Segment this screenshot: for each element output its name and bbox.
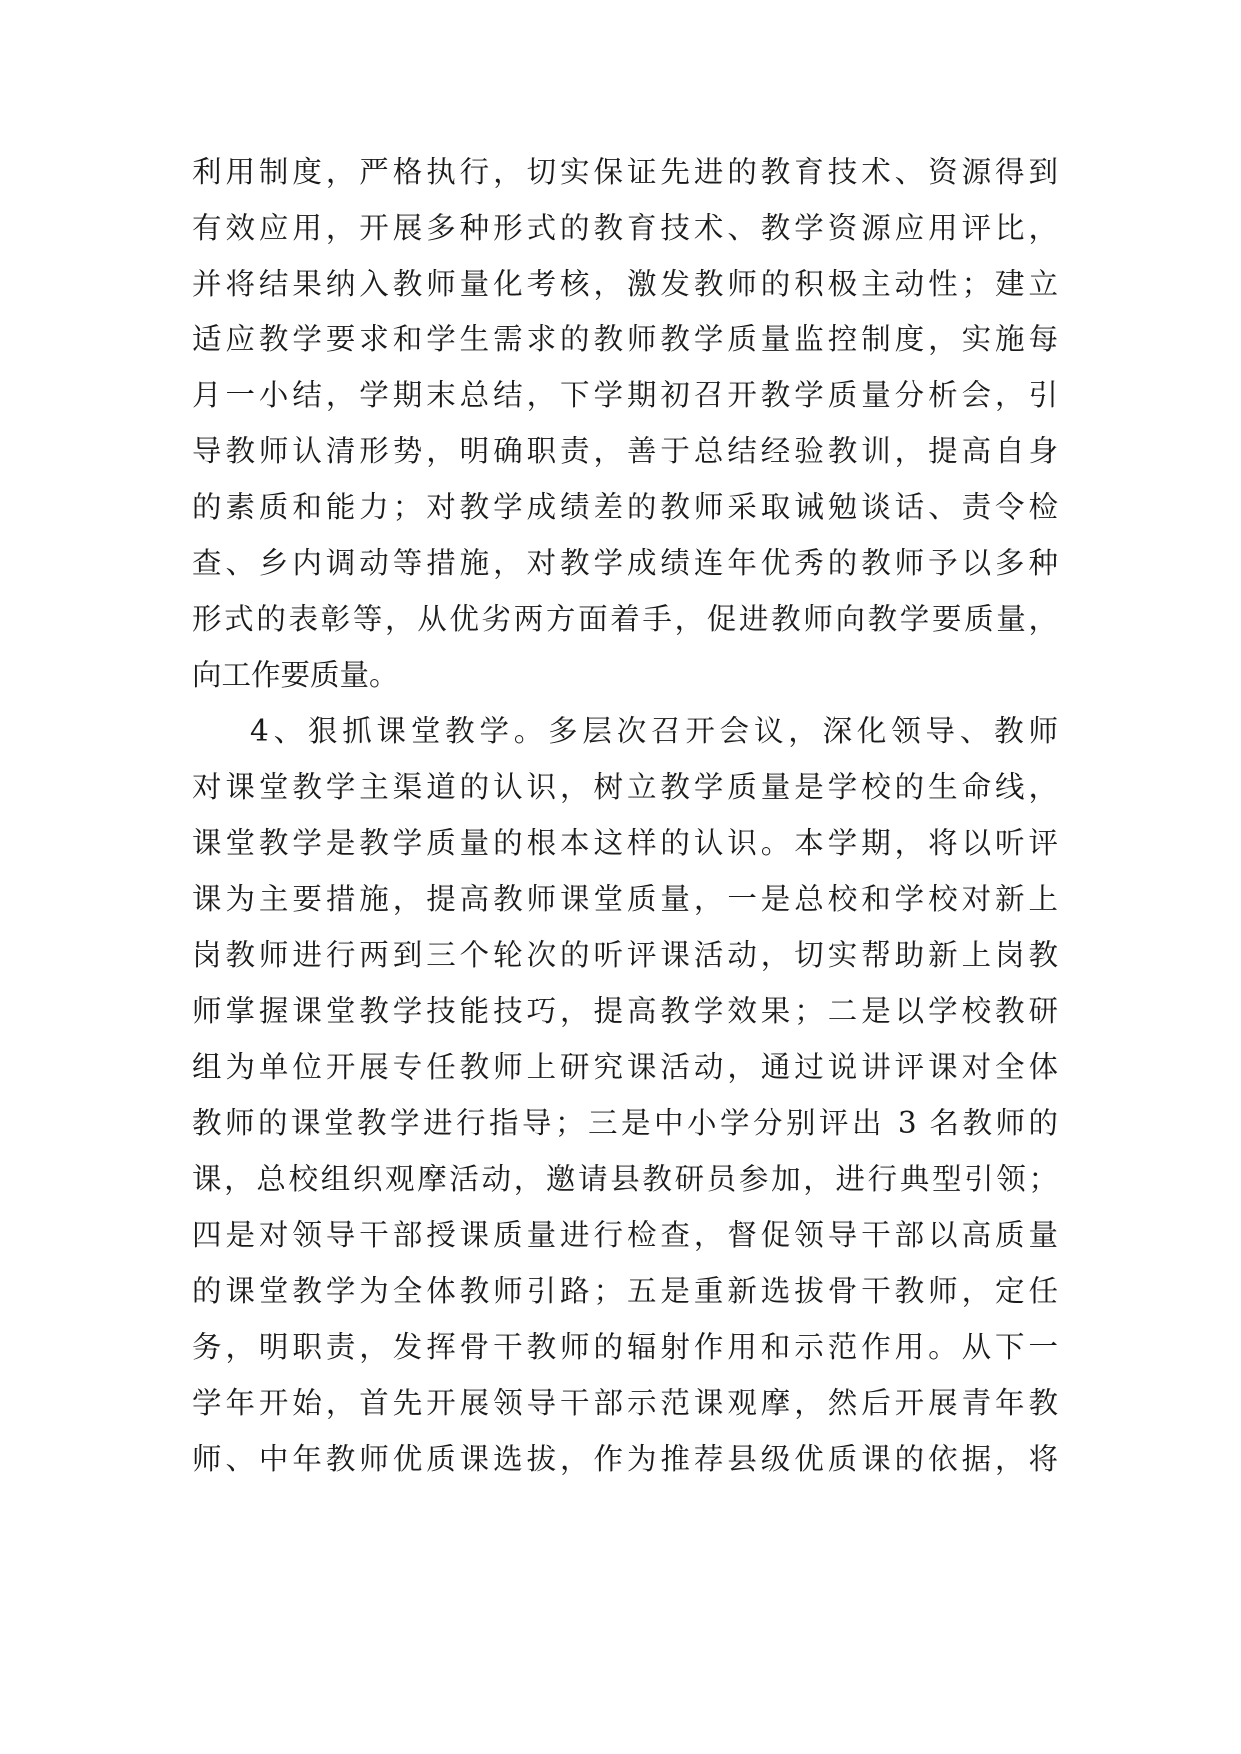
text-line: 导教师认清形势，明确职责，善于总结经验教训，提高自身 [192,434,1058,468]
text-line: 4、狠抓课堂教学。多层次召开会议，深化领导、教师 [250,714,1058,748]
text-line: 课为主要措施，提高教师课堂质量，一是总校和学校对新上 [192,882,1058,916]
text-line: 学年开始，首先开展领导干部示范课观摩，然后开展青年教 [192,1386,1058,1420]
text-line: 月一小结，学期末总结，下学期初召开教学质量分析会，引 [192,378,1058,412]
text-line: 并将结果纳入教师量化考核，激发教师的积极主动性；建立 [192,267,1058,301]
text-line: 四是对领导干部授课质量进行检查，督促领导干部以高质量 [192,1218,1058,1252]
text-line: 组为单位开展专任教师上研究课活动，通过说讲评课对全体 [192,1050,1058,1084]
text-line: 形式的表彰等，从优劣两方面着手，促进教师向教学要质量， [192,602,1058,636]
text-line: 课，总校组织观摩活动，邀请县教研员参加，进行典型引领； [192,1162,1058,1196]
text-line: 适应教学要求和学生需求的教师教学质量监控制度，实施每 [192,322,1058,356]
text-line: 的课堂教学为全体教师引路；五是重新选拔骨干教师，定任 [192,1274,1058,1308]
text-line: 的素质和能力；对教学成绩差的教师采取诫勉谈话、责令检 [192,490,1058,524]
text-line: 课堂教学是教学质量的根本这样的认识。本学期，将以听评 [192,826,1058,860]
text-line: 利用制度，严格执行，切实保证先进的教育技术、资源得到 [192,155,1058,189]
text-line: 岗教师进行两到三个轮次的听评课活动，切实帮助新上岗教 [192,938,1058,972]
text-line: 师掌握课堂教学技能技巧，提高教学效果；二是以学校教研 [192,994,1058,1028]
text-line: 查、乡内调动等措施，对教学成绩连年优秀的教师予以多种 [192,546,1058,580]
text-line: 向工作要质量。 [192,658,399,692]
text-line: 教师的课堂教学进行指导；三是中小学分别评出 3 名教师的 [192,1106,1058,1140]
text-line: 务，明职责，发挥骨干教师的辐射作用和示范作用。从下一 [192,1330,1058,1364]
text-line: 对课堂教学主渠道的认识，树立教学质量是学校的生命线， [192,770,1058,804]
text-line: 师、中年教师优质课选拔，作为推荐县级优质课的依据，将 [192,1442,1058,1476]
text-line: 有效应用，开展多种形式的教育技术、教学资源应用评比， [192,211,1058,245]
